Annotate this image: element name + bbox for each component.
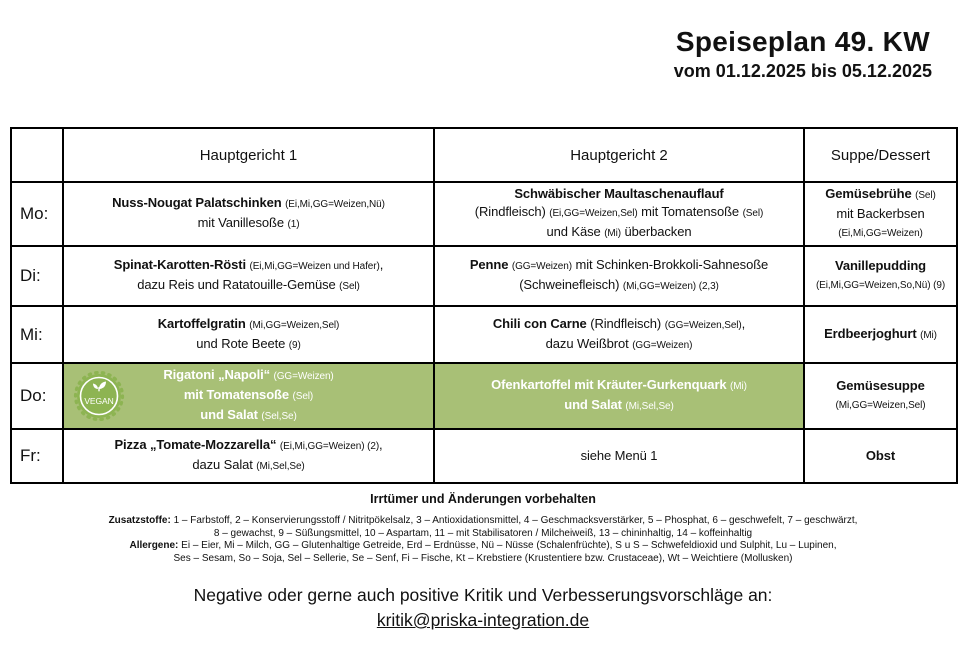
dish-cell-hauptgericht-2 [434, 246, 804, 306]
dish-cell-hauptgericht-2 [434, 182, 804, 246]
dish-line: und Salat (Mi,Sel,Se) [564, 397, 674, 412]
dish-cell-hauptgericht-1 [63, 363, 434, 429]
dish-cell-hauptgericht-2 [434, 429, 804, 483]
day-label: Di: [11, 246, 63, 306]
disclaimer-text: Irrtümer und Änderungen vorbehalten [370, 492, 596, 506]
page-title: Speiseplan 49. KW [675, 26, 930, 57]
dish-line: mit Tomatensoße (Sel) [183, 387, 314, 402]
dish-line: (Mi,GG=Weizen,Sel) [835, 400, 926, 411]
column-header-suppe-dessert: Suppe/Dessert [804, 128, 957, 182]
dish-line: Vanillepudding [834, 258, 927, 273]
dish-line: mit Backerbsen [836, 206, 925, 221]
dish-line: Schwäbischer Maultaschenauflauf [514, 186, 724, 201]
dish-cell-hauptgericht-1 [63, 306, 434, 363]
dish-line: siehe Menü 1 [580, 448, 658, 463]
dish-cell-suppe-dessert [804, 429, 957, 483]
dish-line: und Rote Beete (9) [196, 335, 301, 351]
menu-table [10, 127, 958, 484]
svg-text:VEGAN: VEGAN [84, 396, 114, 406]
zusatzstoffe-line-1: Zusatzstoffe: 1 – Farbstoff, 2 – Konservierungsstoff / Nitritpökelsalz, 3 – Antioxidationsmittel, 4 – Geschmacksverstärker, 5 – Phosphat, 6 – geschwefelt, 7 – geschwärzt, [108, 515, 858, 526]
dish-line: Gemüsesuppe [836, 378, 925, 393]
dish-line: dazu Reis und Ratatouille-Gemüse (Sel) [137, 277, 360, 292]
day-label: Mi: [11, 306, 63, 363]
dish-line: Rigatoni „Napoli“ (GG=Weizen) [163, 367, 334, 382]
allergene-line-1: Allergene: Ei – Eier, Mi – Milch, GG – Glutenhaltige Getreide, Erd – Erdnüsse, Nü – Nüsse (Schalenfrüchte), S u S – Schwefeldioxid und Sulphit, Lu – Lupinen, [129, 540, 837, 551]
dish-line: Chili con Carne (Rindfleisch) (GG=Weizen,Sel), [492, 315, 746, 331]
dish-line: Kartoffelgratin (Mi,GG=Weizen,Sel) [157, 315, 340, 331]
vegan-badge [73, 370, 125, 422]
column-header-hauptgericht-2: Hauptgericht 2 [434, 128, 804, 182]
feedback-block [0, 585, 966, 631]
menu-table-body [11, 182, 957, 483]
dish-line: und Käse (Mi) überbacken [546, 224, 692, 239]
dish-line: Ofenkartoffel mit Kräuter-Gurkenquark (Mi) [491, 377, 747, 392]
allergene-line-2: Ses – Sesam, So – Soja, Sel – Sellerie, Se – Senf, Fi – Fische, Kt – Krebstiere (Krustentiere bzw. Crustaceae), Wt – Weichtiere (Mollusken) [173, 552, 793, 564]
column-header-day [11, 128, 63, 182]
dish-line: dazu Weißbrot (GG=Weizen) [545, 335, 693, 351]
dish-line: und Salat (Sel,Se) [200, 407, 297, 422]
dish-line: Erdbeerjoghurt (Mi) [824, 325, 937, 341]
table-row [11, 306, 957, 363]
day-label: Mo: [11, 182, 63, 246]
column-header-hauptgericht-1: Hauptgericht 1 [63, 128, 434, 182]
dish-line: (Schweinefleisch) (Mi,GG=Weizen) (2,3) [519, 277, 719, 292]
table-row [11, 429, 957, 483]
dish-line: (Rindfleisch) (Ei,GG=Weizen,Sel) mit Tomatensoße (Sel) [474, 204, 764, 219]
dish-cell-hauptgericht-1 [63, 182, 434, 246]
dish-cell-suppe-dessert [804, 306, 957, 363]
title-block [674, 26, 932, 82]
dish-line: (Ei,Mi,GG=Weizen,So,Nü) (9) [815, 280, 946, 291]
zusatzstoffe-line-2: 8 – gewachst, 9 – Süßungsmittel, 10 – Aspartam, 11 – mit Stabilisatoren / Milcheiweiß, 13 – chininhaltig, 14 – koffeinhaltig [213, 527, 753, 539]
dish-line: (Ei,Mi,GG=Weizen) [838, 228, 923, 239]
dish-cell-suppe-dessert [804, 246, 957, 306]
dish-cell-hauptgericht-2 [434, 363, 804, 429]
dish-line: mit Vanillesoße (1) [197, 215, 300, 230]
additives-allergens-block [0, 515, 966, 565]
day-label: Do: [11, 363, 63, 429]
leaf-icon [73, 370, 125, 422]
table-row [11, 363, 957, 429]
dish-line: dazu Salat (Mi,Sel,Se) [192, 457, 305, 472]
dish-line: Nuss-Nougat Palatschinken (Ei,Mi,GG=Weizen,Nü) [112, 195, 385, 210]
feedback-email-link[interactable]: kritik@priska-integration.de [376, 610, 590, 630]
day-label: Fr: [11, 429, 63, 483]
header-row [11, 128, 957, 182]
table-row [11, 182, 957, 246]
dish-line: Pizza „Tomate-Mozzarella“ (Ei,Mi,GG=Weizen) (2), [114, 437, 383, 452]
dish-cell-suppe-dessert [804, 182, 957, 246]
dish-line: Spinat-Karotten-Rösti (Ei,Mi,GG=Weizen und Hafer), [113, 257, 384, 272]
dish-line: Obst [865, 448, 896, 463]
dish-cell-suppe-dessert [804, 363, 957, 429]
dish-cell-hauptgericht-1 [63, 429, 434, 483]
dish-line: Gemüsebrühe (Sel) [825, 186, 936, 201]
date-range: vom 01.12.2025 bis 05.12.2025 [673, 61, 932, 81]
dish-line: Penne (GG=Weizen) mit Schinken-Brokkoli-Sahnesoße [469, 257, 769, 272]
table-row [11, 246, 957, 306]
dish-cell-hauptgericht-1 [63, 246, 434, 306]
feedback-text: Negative oder gerne auch positive Kritik und Verbesserungsvorschläge an: [193, 585, 773, 605]
dish-cell-hauptgericht-2 [434, 306, 804, 363]
